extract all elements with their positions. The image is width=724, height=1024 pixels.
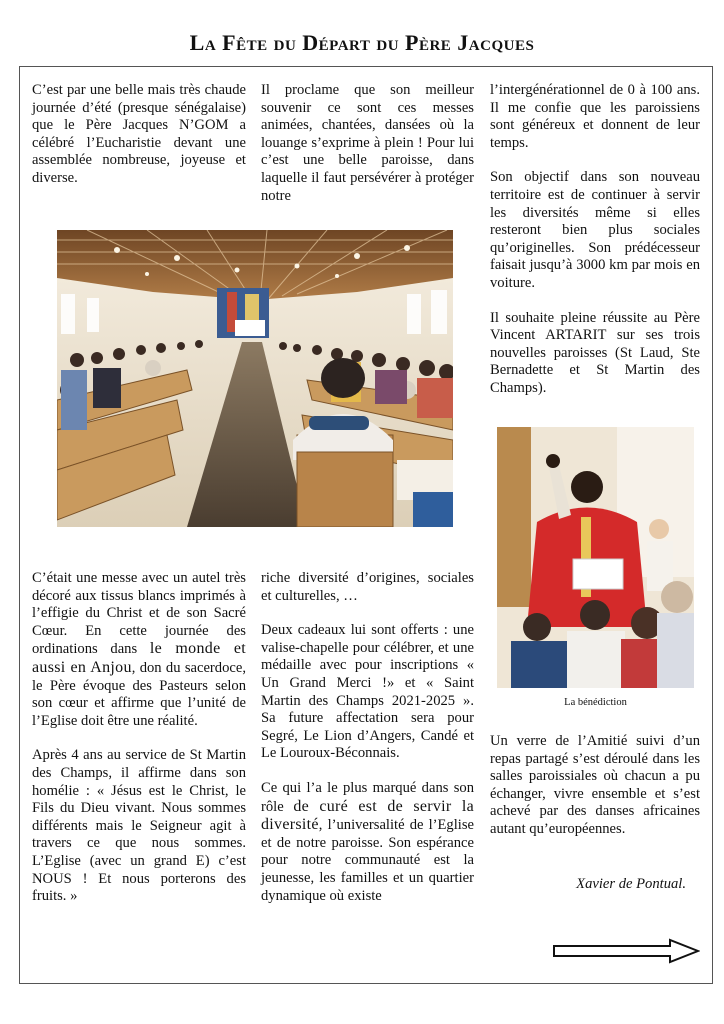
paragraph [32,570,246,730]
paragraph: Il souhaite pleine réussite au Père Vincent ARTARIT sur ses trois nouvelles paroisses (St Laud, Ste Bernadette et St Martin des Champs). [490,309,700,396]
paragraph: Il proclame que son meilleur souvenir ce sont ces messes animées, chantées, dansées où la louange s’exprime à plein ! Pour lui c’est une belle paroisse, dans laquelle il faut persévérer à protéger notre [261,82,474,204]
text-run: , don du sacerdoce, le Père évoque des Pasteurs selon son cœur et affirme que l’unité de l’Eglise doit être une réalité. [32,659,246,729]
church-interior-photo [57,230,453,527]
text-run: , l’universalité de l’Eglise et de notre paroisse. Son espérance pour notre communauté est la jeunesse, les familles et un quartier dynamique où existe [261,817,474,904]
text-run: C’était une messe avec un autel très décoré aux tissus blancs imprimés à l’effigie du Christ et de son Sacré Cœur. En cette journée des ordinations dans [32,570,246,658]
page-title: La Fête du Départ du Père Jacques [189,30,535,55]
paragraph [261,780,474,905]
right-arrow-icon [552,938,700,964]
paragraph: Deux cadeaux lui sont offerts : une valise-chapelle pour célébrer, et une médaille avec pour inscriptions « Un Grand Merci !» et « Saint Martin des Champs 2021-2025 ». Sa future affectation sera pour Segré, Le Lion d’Angers, Candé et Le Louroux-Béconnais. [261,622,474,762]
paragraph: Un verre de l’Amitié suivi d’un repas partagé s’est déroulé dans les salles paroissiales où chacun a pu échanger, vivre ensemble et s’est achevé par des danses africaines autant qu’européennes. [490,733,700,837]
column-2-bottom [261,570,474,905]
column-1-top [32,82,246,188]
photo-caption: La bénédiction [564,697,627,708]
blessing-photo [497,427,694,688]
text-run: Ce qui l’a le plus marqué dans son rôle [261,779,474,815]
paragraph: Après 4 ans au service de St Martin des Champs, il affirme dans son homélie : « Jésus est le Christ, le Fils du Dieu vivant. Nous sommes différents mais le Seigneur agit à travers ce que nous sommes. L’Eglise (avec un grand E) c’est NOUS ! Et nous porterons des fruits. » [32,747,246,905]
emphasized-text: le monde et aussi en Anjou [32,640,246,676]
column-3-bottom [490,733,700,839]
paragraph: l’intergénérationnel de 0 à 100 ans. Il me confie que les paroissiens sont généreux et donnent de leur temps. [490,82,700,151]
column-1-bottom [32,570,246,906]
column-3-top [490,82,700,398]
author-signature: Xavier de Pontual. [576,876,686,892]
column-2-top [261,82,474,205]
paragraph: Son objectif dans son nouveau territoire est de continuer à servir les diversités même si elles resteront bien plus sociales qu’originelles. Son prédécesseur faisait jusqu’à 3000 km par mois en voiture. [490,169,700,291]
paragraph: riche diversité d’origines, sociales et culturelles, … [261,570,474,604]
emphasized-text: de curé est de servir la diversité [261,797,475,834]
paragraph: C’est par une belle mais très chaude journée d’été (presque sénégalaise) que le Père Jacques N’GOM a célébré l’Eucharistie devant une assemblée nombreuse, joyeuse et diverse. [32,82,246,186]
